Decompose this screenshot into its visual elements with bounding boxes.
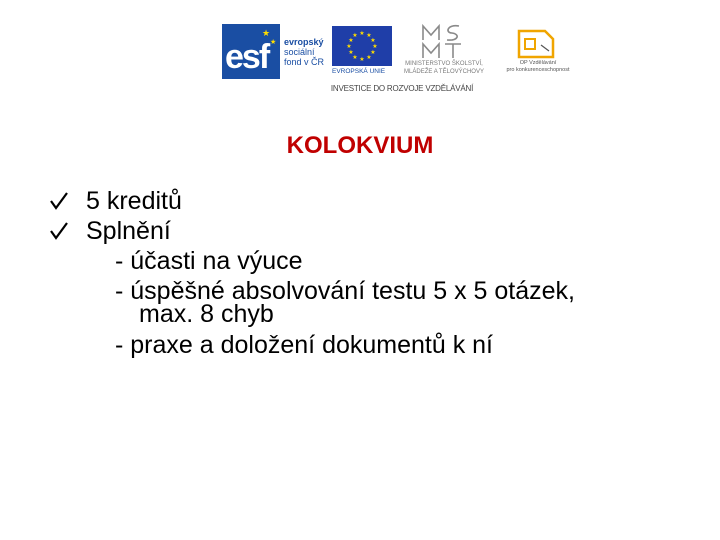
slide-content [48,186,575,362]
bullet-item [48,186,575,216]
checkmark-icon [48,216,70,246]
svg-text:★: ★ [372,44,378,50]
logo-strip [222,22,572,100]
subitem-attendance: - účasti na výuce [115,247,303,275]
op-line-2: pro konkurenceschopnost [506,67,570,73]
msmt-logo [394,22,494,82]
esf-line-2: sociální [284,47,315,57]
investice-tagline: INVESTICE DO ROZVOJE VZDĚLÁVÁNÍ [330,84,474,93]
op-line-1: OP Vzdělávání [519,60,557,66]
slide-title: KOLOKVIUM [286,132,434,159]
esf-logo-text [284,37,324,67]
svg-text:★: ★ [359,57,365,63]
subitem-test-continuation: max. 8 chyb [139,300,274,328]
svg-text:★: ★ [346,44,352,50]
esf-logo-letters: esf [225,38,269,76]
checkmark-icon [48,186,70,216]
svg-text:★: ★ [348,50,354,56]
op-emblem-icon [515,27,557,63]
bullet-item [48,216,575,246]
msmt-logo-text [394,60,494,76]
subitem-practice: - praxe a doložení dokumentů k ní [115,331,494,359]
esf-logo [222,24,332,79]
svg-text:★: ★ [359,31,365,37]
eu-logo [332,26,392,78]
svg-text:★: ★ [366,33,372,39]
eu-flag-icon [332,26,392,66]
svg-text:★: ★ [366,55,372,61]
msmt-emblem-icon [419,22,465,60]
msmt-line-2: MLÁDEŽE A TĚLOVÝCHOVY [404,69,484,75]
op-logo [502,22,572,82]
subitem-test: - úspěšné absolvování testu 5 x 5 otázek, [115,277,575,305]
svg-text:★: ★ [352,33,358,39]
op-logo-text [502,60,574,74]
bullet-text: 5 kreditů [86,187,182,215]
esf-logo-box [222,24,280,79]
svg-text:★: ★ [352,55,358,61]
bullet-text: Splnění [86,217,171,245]
svg-text:★: ★ [370,50,376,56]
esf-line-1: evropský [284,37,324,47]
msmt-line-1: MINISTERSTVO ŠKOLSTVÍ, [405,61,483,67]
eu-stars-icon [332,26,392,66]
esf-line-3: fond v ČR [284,57,325,67]
svg-text:★: ★ [348,38,354,44]
svg-text:★: ★ [270,39,277,46]
eu-logo-label: EVROPSKÁ UNIE [332,68,386,75]
svg-text:★: ★ [370,38,376,44]
svg-text:★: ★ [262,28,271,38]
